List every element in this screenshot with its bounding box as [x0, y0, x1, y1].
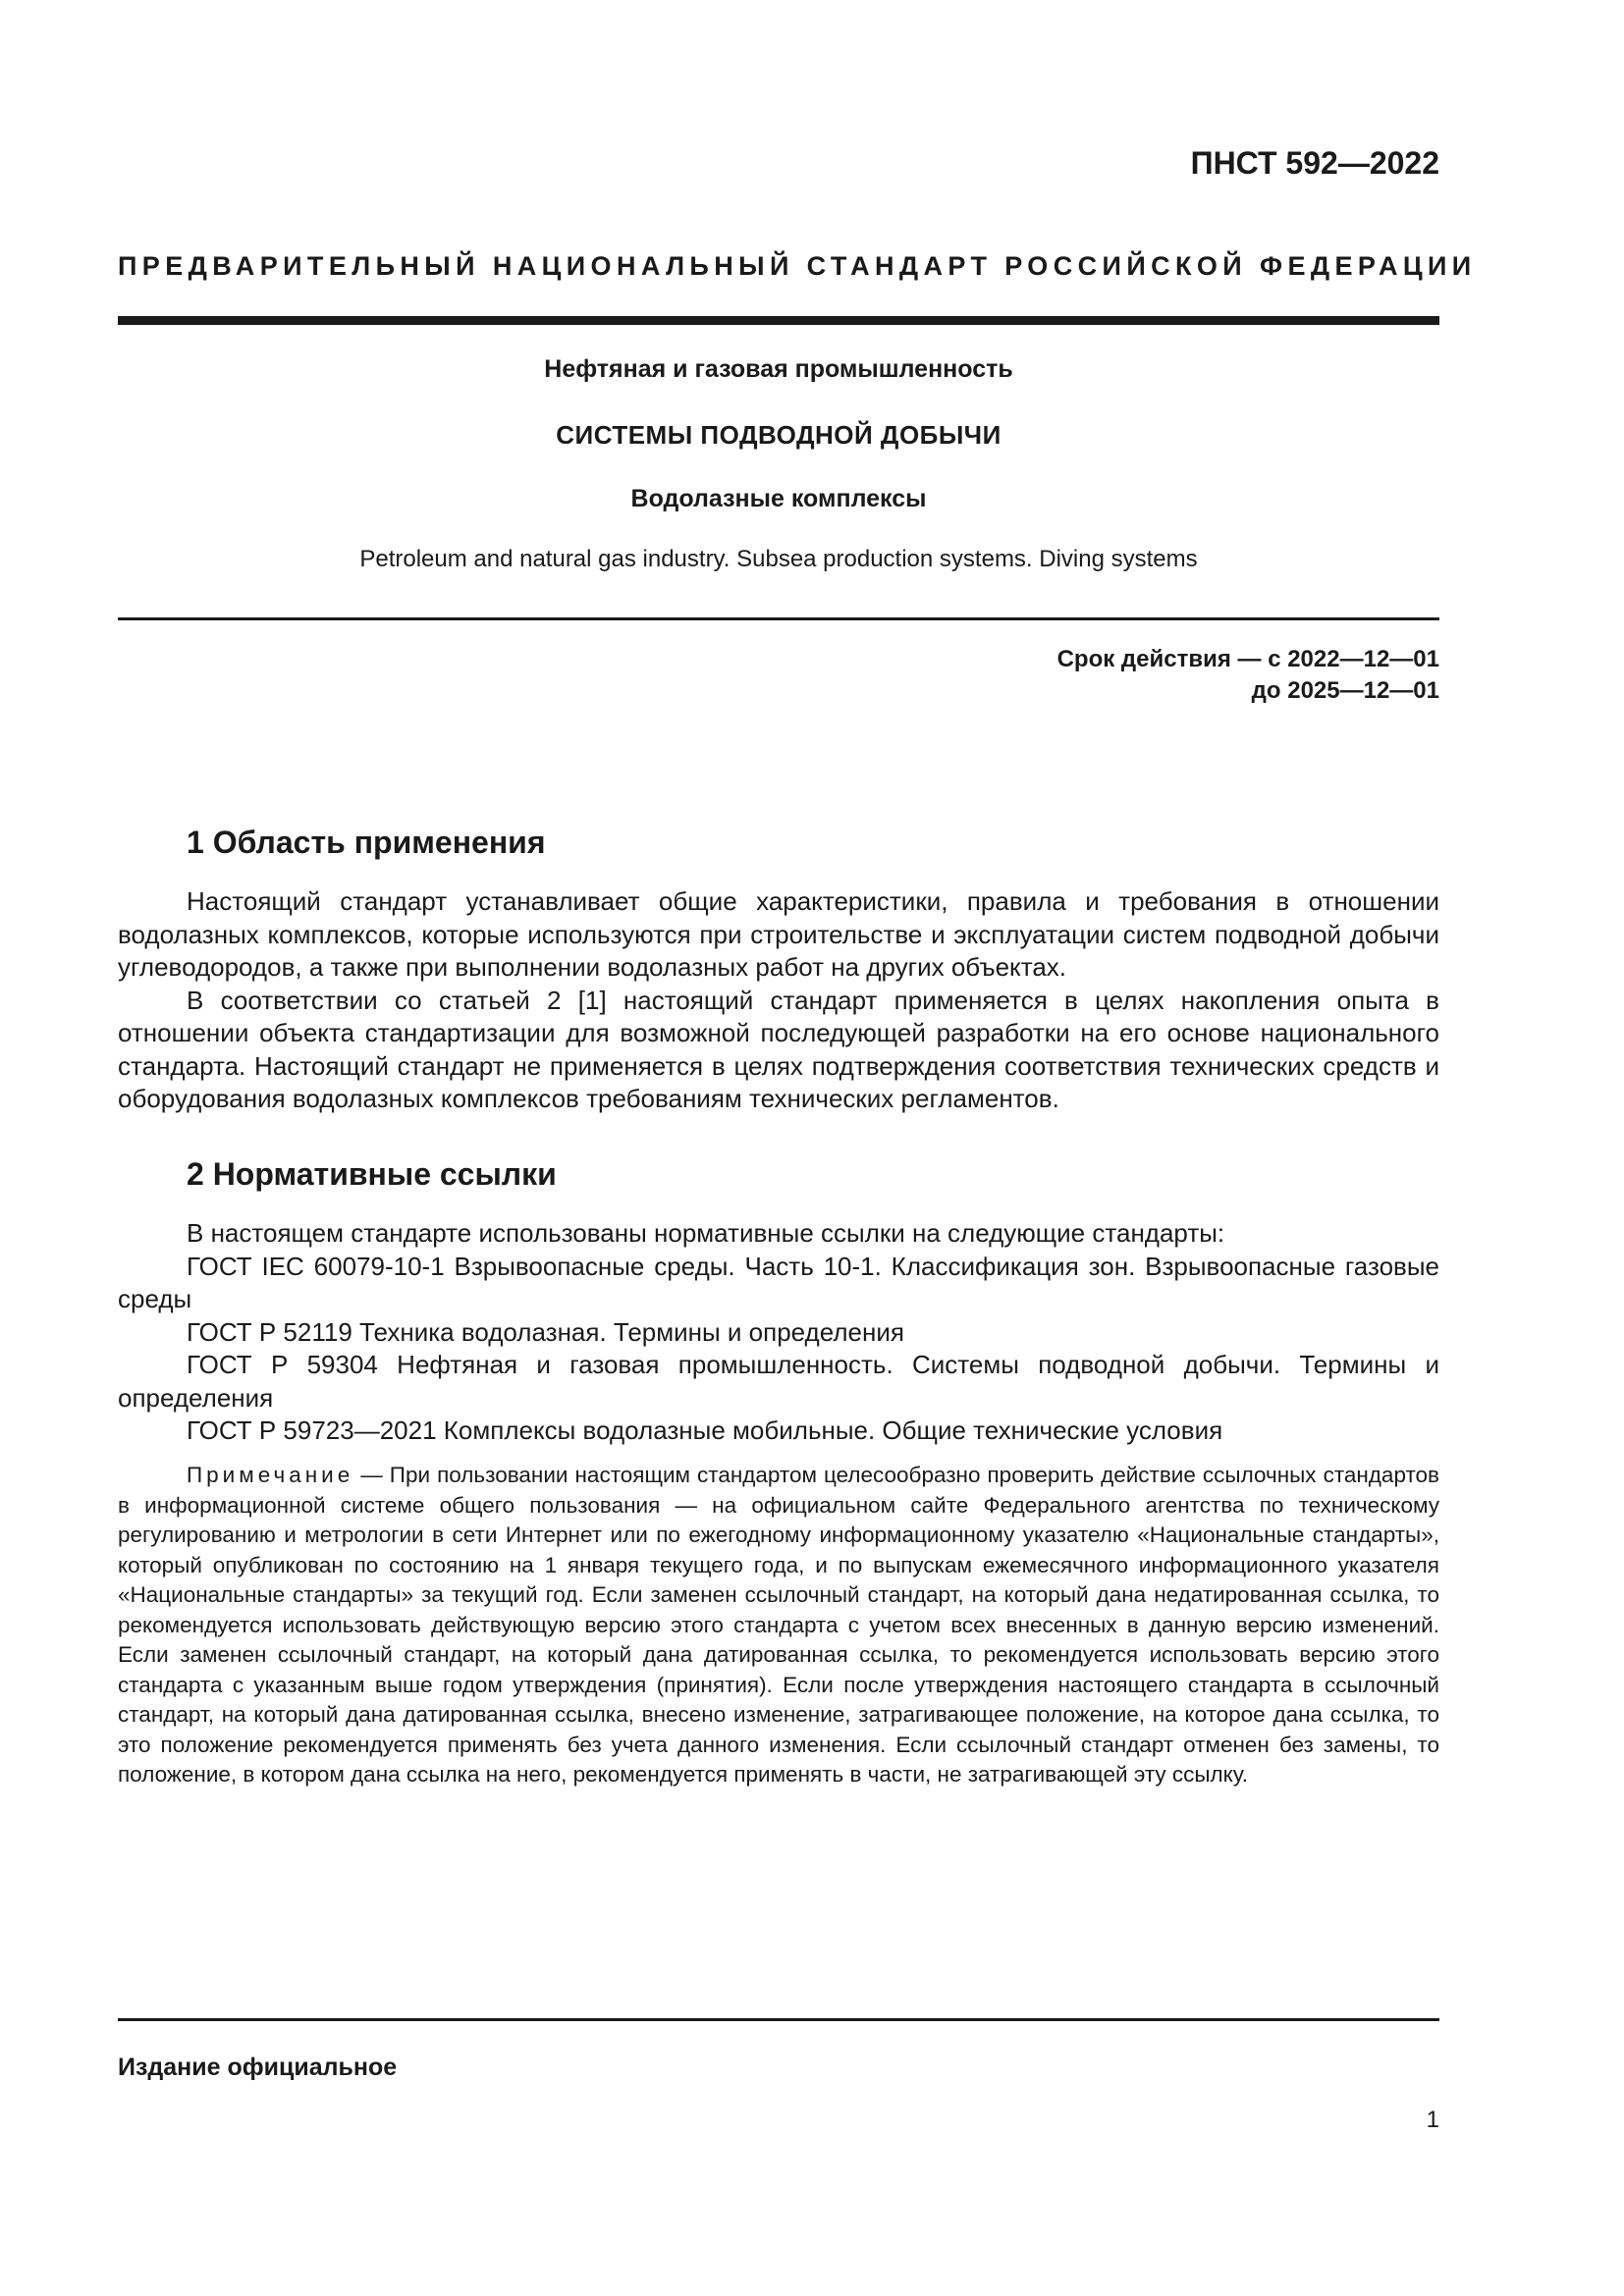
- note-text: — При пользовании настоящим стандартом целесообразно проверить действие ссылочных стандартов в информационной системе общего пользования — на официальном сайте Федерального агентства по техническому регулированию и метрологии в сети Интернет или по ежегодному информационному указателю «Национальные стандарты», который опубликован по состоянию на 1 января текущего года, и по выпускам ежемесячного информационного указателя «Национальные стандарты» за текущий год. Если заменен ссылочный стандарт, на который дана недатированная ссылка, то рекомендуется использовать действующую версию этого стандарта с учетом всех внесенных в данную версию изменений. Если заменен ссылочный стандарт, на который дана датированная ссылка, то рекомендуется использовать версию этого стандарта с указанным выше годом утверждения (принятия). Если после утверждения настоящего стандарта в ссылочный стандарт, на который дана датированная ссылка, внесено изменение, затрагивающее положение, на которое дана ссылка, то это положение рекомендуется применять без учета данного изменения. Если ссылочный стандарт отменен без замены, то положение, в котором дана ссылка на него, рекомендуется применять в части, не затрагивающей эту ссылку.: [118, 1463, 1439, 1787]
- validity-period: [1057, 644, 1439, 707]
- title-english: Petroleum and natural gas industry. Subsea production systems. Diving systems: [359, 546, 1198, 572]
- footer-divider: [118, 2018, 1439, 2021]
- reference-item: ГОСТ IEC 60079-10-1 Взрывоопасные среды. Часть 10-1. Классификация зон. Взрывоопасные газовые среды: [118, 1251, 1439, 1313]
- section1-heading: 1 Область применения: [187, 825, 546, 860]
- header-divider: [118, 316, 1439, 325]
- title-sub: Водолазные комплексы: [630, 485, 927, 512]
- section2-heading: 2 Нормативные ссылки: [187, 1156, 557, 1192]
- standard-series-title: ПРЕДВАРИТЕЛЬНЫЙ НАЦИОНАЛЬНЫЙ СТАНДАРТ РОССИЙСКОЙ ФЕДЕРАЦИИ: [118, 251, 1477, 281]
- reference-item: ГОСТ Р 59723—2021 Комплексы водолазные мобильные. Общие технические условия: [187, 1415, 1223, 1445]
- official-edition-label: Издание официальное: [118, 2054, 398, 2081]
- section1-paragraph: В соответствии со статьей 2 [1] настоящий стандарт применяется в целях накопления опыта в отношении объекта стандартизации для возможной последующей разработки на его основе национального стандарта. Настоящий стандарт не применяется в целях подтверждения соответствия технических средств и оборудования водолазных комплексов требованиям технических регламентов.: [118, 985, 1439, 1113]
- title-industry: Нефтяная и газовая промышленность: [544, 355, 1013, 383]
- page-number: 1: [1426, 2107, 1439, 2133]
- validity-to: до 2025—12—01: [1251, 677, 1439, 704]
- document-code: ПНСТ 592—2022: [1190, 145, 1439, 181]
- title-divider: [118, 617, 1439, 620]
- section1-body: [118, 885, 1439, 1116]
- reference-item: ГОСТ Р 59304 Нефтяная и газовая промышленность. Системы подводной добычи. Термины и определения: [118, 1350, 1439, 1413]
- section2-intro: В настоящем стандарте использованы нормативные ссылки на следующие стандарты:: [187, 1218, 1225, 1248]
- section2-note: [118, 1461, 1439, 1790]
- section1-paragraph: Настоящий стандарт устанавливает общие характеристики, правила и требования в отношении водолазных комплексов, которые используются при строительстве и эксплуатации систем подводной добычи углеводородов, а также при выполнении водолазных работ на других объектах.: [118, 886, 1439, 982]
- note-label: Примечание: [187, 1463, 354, 1487]
- section2-body: [118, 1217, 1439, 1448]
- validity-from: Срок действия — с 2022—12—01: [1056, 646, 1439, 672]
- note-paragraph: [118, 1461, 1439, 1790]
- reference-item: ГОСТ Р 52119 Техника водолазная. Термины и определения: [187, 1316, 904, 1347]
- title-main: СИСТЕМЫ ПОДВОДНОЙ ДОБЫЧИ: [556, 420, 1001, 450]
